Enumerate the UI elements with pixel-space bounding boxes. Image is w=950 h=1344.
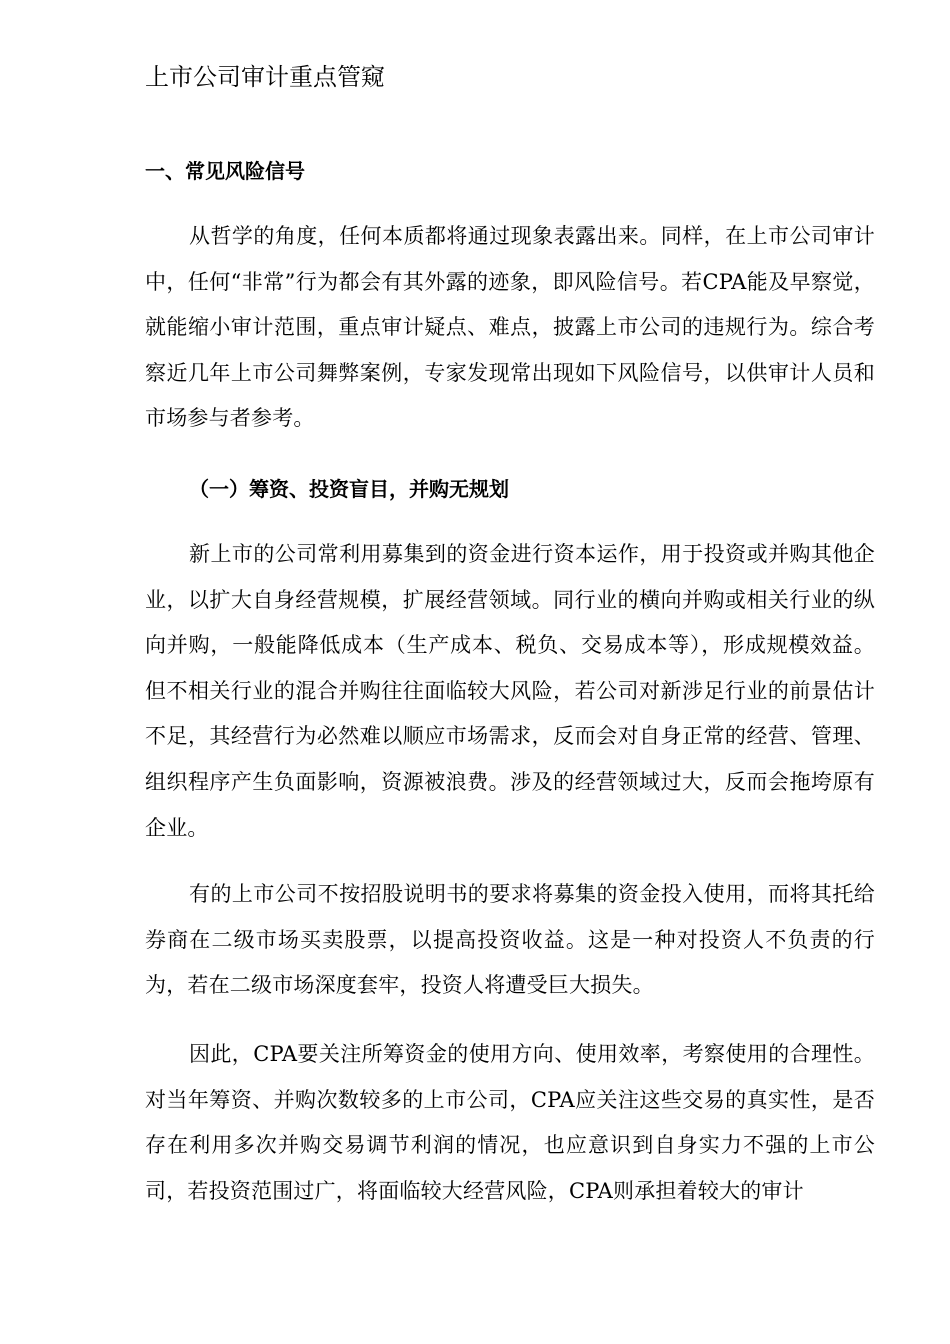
paragraph-1: 从哲学的角度，任何本质都将通过现象表露出来。同样，在上市公司审计中，任何“非常”行为都会有其外露的迹象，即风险信号。若CPA能及早察觉，就能缩小审计范围，重点审计疑点、难点，披露上市公司的违规行为。综合考察近几年上市公司舞弊案例，专家发现常出现如下风险信号，以供审计人员和市场参与者参考。: [145, 224, 875, 431]
sub-heading: （一）筹资、投资盲目，并购无规划: [189, 477, 509, 501]
paragraph-3: 有的上市公司不按招股说明书的要求将募集的资金投入使用，而将其托给券商在二级市场买卖股票，以提高投资收益。这是一种对投资人不负责的行为，若在二级市场深度套牢，投资人将遭受巨大损失。: [145, 882, 875, 998]
paragraph-2: 新上市的公司常利用募集到的资金进行资本运作，用于投资或并购其他企业，以扩大自身经营规模，扩展经营领域。同行业的横向并购或相关行业的纵向并购，一般能降低成本（生产成本、税负、交易成本等），形成规模效益。但不相关行业的混合并购往往面临较大风险，若公司对新涉足行业的前景估计不足，其经营行为必然难以顺应市场需求，反而会对自身正常的经营、管理、组织程序产生负面影响，资源被浪费。涉及的经营领域过大，反而会拖垮原有企业。: [145, 542, 875, 840]
section-heading: 一、常见风险信号: [145, 159, 305, 183]
document-title: 上市公司审计重点管窥: [145, 63, 385, 91]
paragraph-4: 因此，CPA要关注所筹资金的使用方向、使用效率，考察使用的合理性。对当年筹资、并购次数较多的上市公司，CPA应关注这些交易的真实性，是否存在利用多次并购交易调节利润的情况，也应意识到自身实力不强的上市公司，若投资范围过广，将面临较大经营风险，CPA则承担着较大的审计: [145, 1042, 875, 1203]
